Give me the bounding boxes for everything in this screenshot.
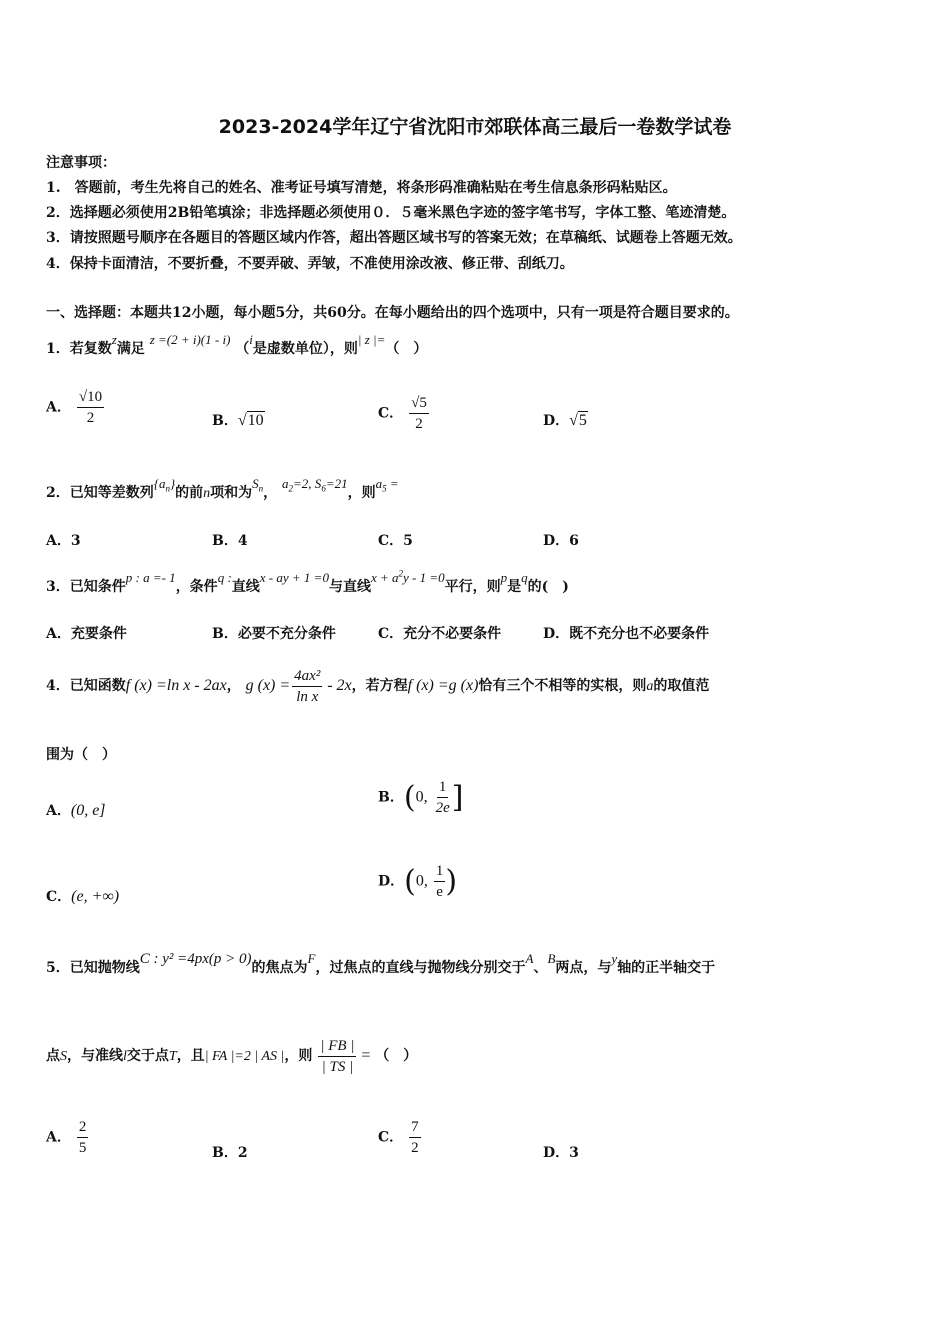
q5-text-2: 的焦点为 bbox=[251, 960, 308, 976]
section-heading: 一、选择题：本题共12小题，每小题5分，共60分。在每小题给出的四个选项中，只有一项是符合题目要求的。 bbox=[46, 305, 739, 321]
q5-option-a-den: 5 bbox=[78, 1140, 87, 1156]
q4-equation: f (x) =g (x) bbox=[407, 677, 479, 694]
q4-text-2: ， bbox=[226, 678, 241, 694]
question-1 bbox=[46, 332, 428, 358]
notice-item-3: 3．请按照题号顺序在各题目的答题区域内作答，超出答题区域书写的答案无效；在草稿纸、试题卷上答题无效。 bbox=[46, 230, 742, 246]
q3-text-2: ，条件 bbox=[175, 579, 218, 595]
q3-text-3: 直线 bbox=[231, 579, 260, 595]
q4-function-g: g (x) = bbox=[245, 677, 291, 694]
q5-relation: | FA |=2 | AS | bbox=[204, 1049, 285, 1064]
q4-function-f: f (x) =ln x - 2ax bbox=[125, 677, 227, 694]
q2-option-b[interactable]: B．4 bbox=[212, 533, 248, 549]
q5-text-11: ，则 bbox=[284, 1048, 313, 1064]
q3-condition-q: q : bbox=[217, 570, 232, 585]
q2-var-n: n bbox=[203, 486, 211, 501]
q2-target: $a_5$ = bbox=[375, 476, 399, 494]
q3-text-4: 与直线 bbox=[328, 579, 371, 595]
q1-text-2: 满足 bbox=[116, 341, 145, 357]
q5-ratio-num: | FB | bbox=[318, 1037, 356, 1057]
q1-var-i: i bbox=[249, 332, 253, 347]
q3-condition-p: p : a =- 1 bbox=[125, 570, 176, 585]
q4-option-d-prefix: 0, bbox=[415, 872, 428, 890]
q2-sum: $S_n$ bbox=[252, 476, 264, 494]
q4-option-b-den: 2e bbox=[435, 800, 450, 816]
q4-line-2: 围为（ ） bbox=[46, 747, 116, 763]
q3-option-c[interactable]: C．充分不必要条件 bbox=[378, 626, 502, 642]
q3-text-7: 的( ) bbox=[527, 579, 569, 595]
q5-var-S: S bbox=[60, 1049, 67, 1064]
q5-text-10: ，且 bbox=[176, 1048, 205, 1064]
q3-line-1: x - ay + 1 =0 bbox=[259, 570, 329, 585]
q4-text-4: 恰有三个不相等的实根，则 bbox=[478, 678, 647, 694]
q4-option-d-label: D． bbox=[378, 873, 405, 890]
notice-heading: 注意事项： bbox=[46, 155, 116, 171]
q5-var-F: F bbox=[307, 951, 316, 966]
q4-g-numerator: 4ax² bbox=[292, 667, 322, 687]
q5-option-b[interactable]: B．2 bbox=[212, 1145, 248, 1161]
q4-option-a[interactable] bbox=[46, 800, 106, 820]
q1-option-d-value: 5 bbox=[578, 412, 587, 429]
question-3 bbox=[46, 568, 569, 596]
q5-option-c[interactable] bbox=[378, 1118, 421, 1157]
q4-text-5: 的取值范 bbox=[653, 678, 710, 694]
q4-option-b-label: B． bbox=[378, 789, 404, 806]
q4-text-3: ，若方程 bbox=[351, 678, 408, 694]
q1-equation: z =(2 + i)(1 - i) bbox=[149, 332, 231, 347]
q4-option-c-value: (e, +∞) bbox=[71, 888, 120, 905]
q5-option-a-num: 2 bbox=[77, 1118, 89, 1138]
q4-var-a: a bbox=[646, 679, 654, 694]
q1-option-b-label: B． bbox=[212, 413, 238, 429]
q1-option-d-label: D． bbox=[543, 413, 570, 429]
q4-option-a-label: A． bbox=[46, 803, 71, 819]
question-4 bbox=[46, 664, 709, 709]
q5-var-A: A bbox=[525, 951, 534, 966]
q1-option-a[interactable] bbox=[46, 388, 104, 427]
q5-option-c-label: C． bbox=[378, 1129, 404, 1146]
q2-condition: $a_2=2$, $S_6=21$ bbox=[282, 476, 348, 494]
q5-option-c-den: 2 bbox=[411, 1140, 419, 1156]
q1-text-4: 是虚数单位），则 bbox=[252, 341, 358, 357]
q1-option-d[interactable]: D．√5 bbox=[543, 412, 587, 429]
q5-option-d[interactable]: D．3 bbox=[543, 1145, 579, 1161]
q3-option-d[interactable]: D．既不充分也不必要条件 bbox=[543, 626, 710, 642]
q5-text-1: 5．已知抛物线 bbox=[46, 960, 140, 976]
q5-text-4: 、 bbox=[533, 960, 548, 976]
q5-parabola: C : y² =4px(p > 0) bbox=[139, 951, 252, 967]
q5-equals: = bbox=[361, 1047, 371, 1064]
q3-text-5: 平行，则 bbox=[444, 579, 501, 595]
q4-option-b[interactable]: B．(0, $\frac{1}{2e}$ ] bbox=[378, 779, 464, 816]
q1-text-5: （ ） bbox=[385, 341, 428, 357]
q5-text-12: （ ） bbox=[375, 1048, 418, 1064]
q5-text-6: 轴的正半轴交于 bbox=[617, 960, 716, 976]
q1-option-b[interactable]: B．√10 bbox=[212, 412, 264, 429]
q1-option-a-label: A． bbox=[46, 399, 71, 416]
q2-text-4: ，则 bbox=[347, 485, 376, 501]
q1-text-1: 1．若复数 bbox=[46, 341, 112, 357]
notice-item-4: 4．保持卡面清洁，不要折叠，不要弄破、弄皱，不准使用涂改液、修正带、刮纸刀。 bbox=[46, 256, 574, 272]
q4-option-d[interactable]: D．(0, $\frac{1}{e}$ ) bbox=[378, 863, 458, 900]
q5-option-a[interactable] bbox=[46, 1118, 88, 1157]
q5-option-a-label: A． bbox=[46, 1129, 71, 1146]
q5-var-l: l bbox=[123, 1049, 127, 1064]
q2-option-c[interactable]: C．5 bbox=[378, 533, 413, 549]
q4-option-b-num: 1 bbox=[437, 778, 449, 798]
q4-option-c-label: C． bbox=[46, 889, 72, 905]
q5-var-T: T bbox=[168, 1049, 177, 1064]
q1-option-c-label: C． bbox=[378, 405, 404, 422]
q5-text-9: 交于点 bbox=[126, 1048, 169, 1064]
q3-option-b[interactable]: B．必要不充分条件 bbox=[212, 626, 336, 642]
q1-var-z: z bbox=[111, 332, 117, 347]
q1-abs: | z |= bbox=[357, 332, 386, 347]
q5-text-5: 两点，与 bbox=[555, 960, 612, 976]
question-2: 2．已知等差数列$\{a_n\}$的前n项和为$S_n$， $a_2=2$, $S_6=21$，则$a_5$ = bbox=[46, 476, 399, 501]
q5-ratio-den: | TS | bbox=[321, 1058, 354, 1075]
q5-text-7: 点 bbox=[46, 1048, 60, 1064]
q4-g-tail: - 2x bbox=[327, 677, 352, 694]
notice-item-1: 1. 答题前，考生先将自己的姓名、准考证号填写清楚，将条形码准确粘贴在考生信息条形码粘贴区。 bbox=[46, 180, 677, 196]
q1-option-a-num: √10 bbox=[77, 388, 104, 408]
q1-option-a-den: 2 bbox=[86, 410, 95, 426]
q5-text-8: ，与准线 bbox=[67, 1048, 123, 1064]
q2-option-d[interactable]: D．6 bbox=[543, 533, 579, 549]
q4-option-d-num: 1 bbox=[434, 862, 446, 882]
q2-text-2: 的前 bbox=[175, 485, 204, 501]
q1-option-c-num: √5 bbox=[409, 394, 429, 414]
q1-option-b-value: 10 bbox=[247, 412, 264, 429]
q5-option-c-num: 7 bbox=[409, 1118, 421, 1138]
q4-text-1: 4．已知函数 bbox=[46, 678, 126, 694]
q4-option-d-den: e bbox=[436, 884, 443, 900]
question-5 bbox=[46, 951, 716, 977]
q5-text-3: ，过焦点的直线与抛物线分别交于 bbox=[315, 960, 526, 976]
q2-text-3: 项和为 bbox=[210, 485, 253, 501]
q1-option-c[interactable] bbox=[378, 394, 429, 433]
q2-text-1: 2．已知等差数列 bbox=[46, 485, 154, 501]
q2-sequence: $\{a_n\}$ bbox=[153, 476, 176, 494]
q3-text-6: 是 bbox=[507, 579, 522, 595]
q3-var-q: q bbox=[521, 570, 528, 585]
q3-text-1: 3．已知条件 bbox=[46, 579, 126, 595]
q5-var-y: y bbox=[611, 951, 618, 966]
q5-line-2 bbox=[46, 1034, 417, 1079]
q4-option-a-value: (0, e] bbox=[70, 802, 106, 819]
q4-option-b-prefix: 0, bbox=[415, 788, 428, 806]
q2-option-a[interactable]: A．3 bbox=[46, 533, 81, 549]
page-title: 2023-2024学年辽宁省沈阳市郊联体高三最后一卷数学试卷 bbox=[218, 116, 732, 138]
q3-option-a[interactable]: A．充要条件 bbox=[46, 626, 127, 642]
q4-option-c[interactable] bbox=[46, 886, 119, 906]
q1-option-c-den: 2 bbox=[415, 416, 423, 432]
q3-line-2: $x + a^2y - 1 =0$ bbox=[370, 568, 445, 585]
q3-var-p: p bbox=[500, 570, 508, 585]
q5-var-B: B bbox=[547, 951, 556, 966]
notice-item-2: 2．选择题必须使用2B铅笔填涂；非选择题必须使用０．５毫米黑色字迹的签字笔书写，字体工整、笔迹清楚。 bbox=[46, 205, 736, 221]
q1-text-3: （ bbox=[235, 341, 250, 357]
q4-g-denominator: ln x bbox=[296, 688, 319, 705]
